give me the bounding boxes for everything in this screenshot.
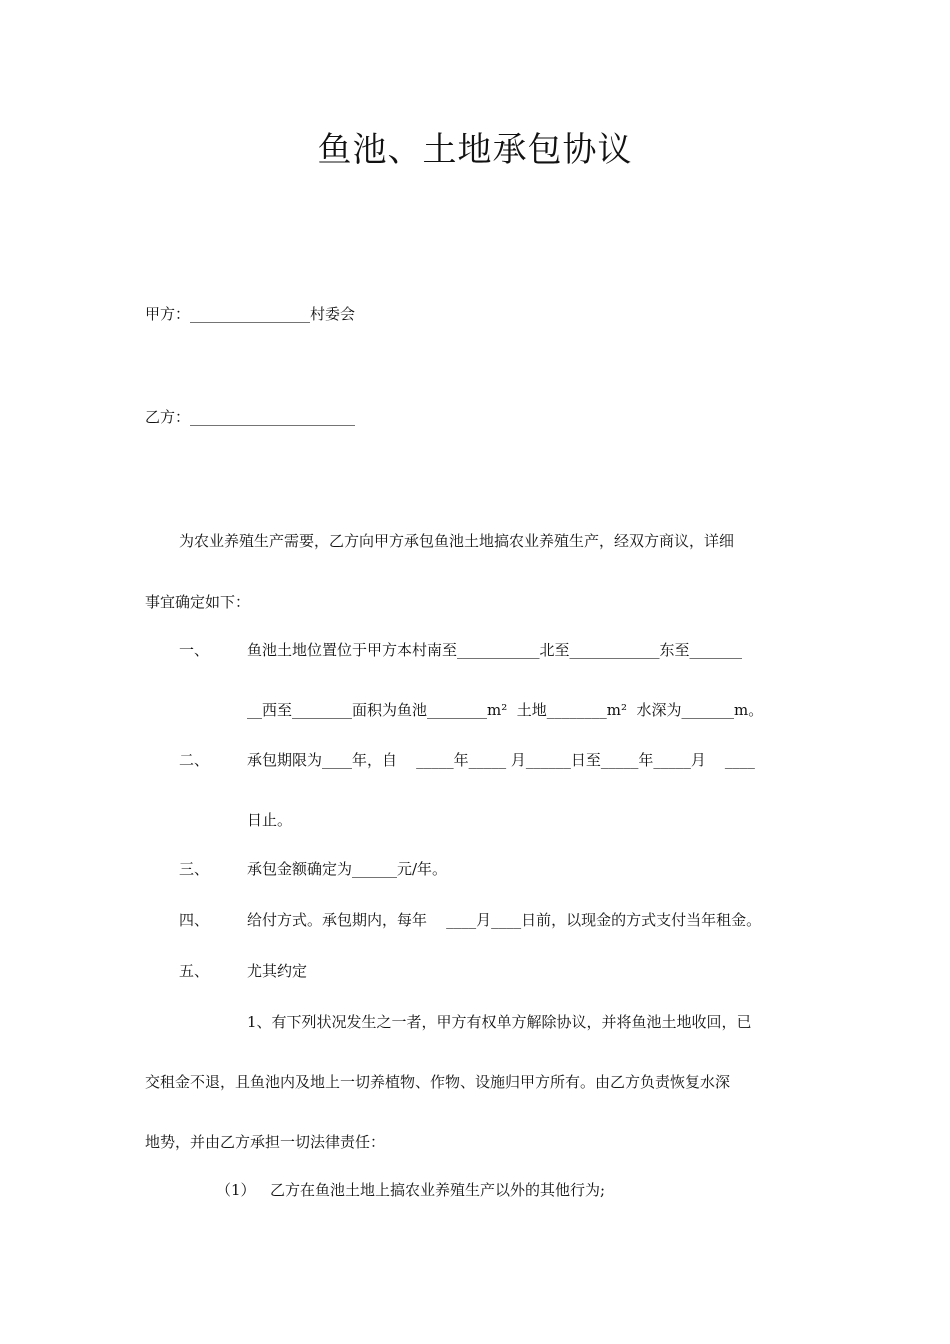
item-1-text-line-1: 鱼池土地位置位于甲方本村南至___________北至____________东至_______ (247, 641, 743, 659)
sub-item-1-text: 乙方在鱼池土地上搞农业养殖生产以外的其他行为; (270, 1181, 606, 1199)
party-a-line: 甲方：________________村委会 (145, 305, 356, 323)
item-5-number: 五、 (179, 962, 210, 980)
item-2-text-line-2: 日止。 (247, 811, 293, 829)
item-1-text-line-2: __西至________面积为鱼池________m² 土地________m² 水深为_______m。 (247, 701, 764, 719)
item-2-number: 二、 (179, 751, 210, 769)
item-4-number: 四、 (179, 911, 210, 929)
item-1-number: 一、 (179, 641, 210, 659)
sub-item-1-number: （1） (216, 1181, 256, 1199)
item-3-number: 三、 (179, 860, 210, 878)
clause-1-line-1: 1、有下列状况发生之一者，甲方有权单方解除协议，并将鱼池土地收回，已 (247, 1013, 752, 1031)
item-4-text: 给付方式。承包期内，每年 ____月____日前，以现金的方式支付当年租金。 (247, 911, 762, 929)
clause-1-line-3: 地势，并由乙方承担一切法律责任： (145, 1133, 386, 1151)
clause-1-line-2: 交租金不退，且鱼池内及地上一切养植物、作物、设施归甲方所有。由乙方负责恢复水深 (145, 1073, 731, 1091)
document-title: 鱼池、土地承包协议 (317, 130, 633, 170)
item-2-text-line-1: 承包期限为____年，自 _____年_____ 月______日至_____年_____月 ____ (247, 751, 755, 769)
item-5-text: 尤其约定 (247, 962, 308, 980)
party-b-line: 乙方：______________________ (145, 408, 356, 426)
item-3-text: 承包金额确定为______元/年。 (247, 860, 448, 878)
intro-paragraph-line-2: 事宜确定如下： (145, 593, 251, 611)
intro-paragraph-line-1: 为农业养殖生产需要，乙方向甲方承包鱼池土地搞农业养殖生产，经双方商议，详细 (179, 532, 735, 550)
